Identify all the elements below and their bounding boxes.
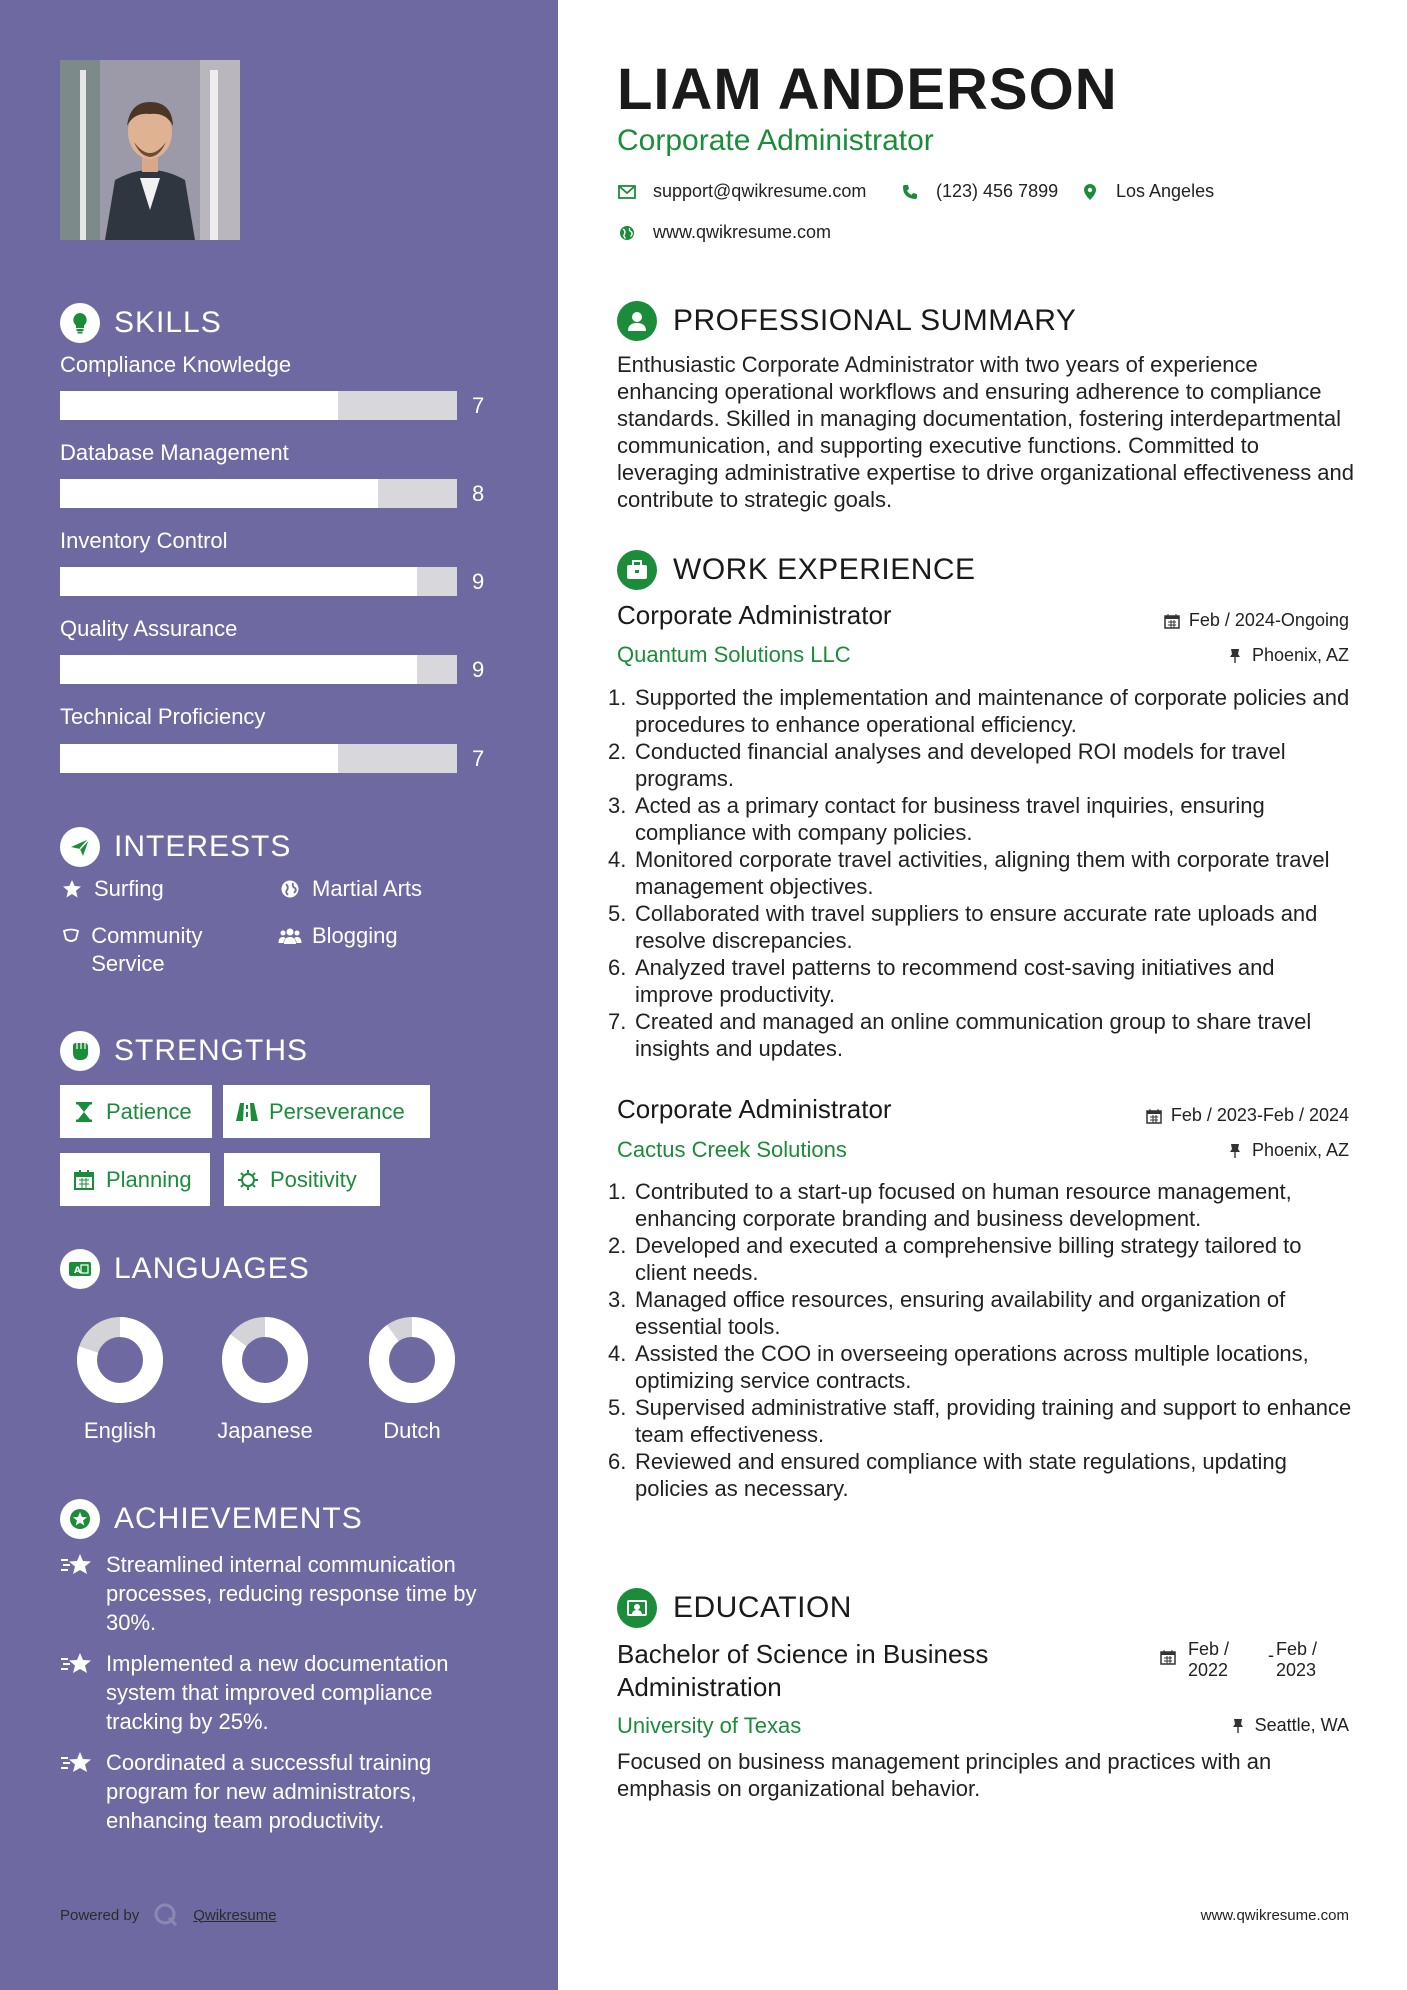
strength-badge [60, 1085, 212, 1138]
profile-photo [60, 60, 240, 240]
skill-name: Inventory Control [60, 528, 228, 553]
qwikresume-link[interactable]: Qwikresume [193, 1906, 277, 1924]
skill-value: 7 [472, 746, 485, 771]
calendar-icon [1163, 612, 1181, 630]
bullet-item: 6. Reviewed and ensured compliance with state regulations, updating policies as necessary. [608, 1448, 1358, 1502]
award-star-icon [60, 1499, 100, 1539]
interests-heading [60, 826, 291, 868]
summary-text: Enthusiastic Corporate Administrator with two years of experience enhancing operational workflows and ensuring adherence to compliance standards. Skilled in managing documentation, fostering interdepartmental communication, and supporting executive functions. Committed to leveraging administrative expertise to drive organizational effectiveness and contribute to strategic goals. [617, 352, 1355, 512]
contact-phone[interactable] [900, 181, 1058, 202]
pushpin-icon [1226, 1142, 1244, 1160]
interest-item [278, 875, 422, 903]
user-icon [617, 301, 657, 341]
bullet-text: Supervised administrative staff, providing training and support to enhance team effectiveness. [635, 1395, 1352, 1447]
bullet-item: 3. Acted as a primary contact for business travel inquiries, ensuring compliance with company policies. [608, 792, 1358, 846]
bullet-item: 1. Contributed to a start-up focused on human resource management, enhancing corporate branding and business development. [608, 1178, 1358, 1232]
bullet-text: Analyzed travel patterns to recommend cost-saving initiatives and improve productivity. [635, 955, 1275, 1007]
language-label: Dutch [383, 1418, 441, 1443]
shooting-star-icon [60, 1748, 94, 1778]
globe-icon [617, 223, 637, 243]
contact-email[interactable] [617, 181, 866, 202]
sun-icon [236, 1168, 260, 1192]
candidate-role: Corporate Administrator [617, 124, 934, 157]
qwikresume-logo-icon [153, 1902, 179, 1928]
education-heading [617, 1587, 852, 1629]
section-title: STRENGTHS [114, 1034, 309, 1067]
education-dates [1160, 1639, 1326, 1681]
skill-fill [60, 479, 378, 508]
achievement-item [60, 1748, 500, 1835]
pushpin-icon [1229, 1717, 1247, 1735]
job-bullets [608, 684, 1358, 1062]
strength-badge [224, 1153, 380, 1206]
interest-label: Community Service [91, 923, 203, 976]
job-dates-text: Feb / 2023-Feb / 2024 [1170, 1105, 1349, 1125]
bullet-text: Reviewed and ensured compliance with state regulations, updating policies as necessary. [635, 1449, 1287, 1501]
skill-name: Compliance Knowledge [60, 352, 292, 377]
skill-name: Technical Proficiency [60, 704, 266, 729]
section-title: PROFESSIONAL SUMMARY [673, 304, 1077, 337]
calendar-icon [1160, 1649, 1178, 1667]
job-dates [1163, 610, 1349, 631]
skill-value: 8 [472, 481, 485, 506]
bullet-text: Developed and executed a comprehensive billing strategy tailored to client needs. [635, 1233, 1302, 1285]
language-ring-fill [379, 1327, 445, 1393]
fist-icon [60, 1031, 100, 1071]
bullet-text: Supported the implementation and maintenance of corporate policies and procedures to enhance operational efficiency. [635, 685, 1350, 737]
skill-value: 9 [472, 569, 485, 594]
bullet-item: 2. Developed and executed a comprehensive billing strategy tailored to client needs. [608, 1232, 1358, 1286]
graduation-icon [617, 1588, 657, 1628]
interest-label: Blogging [312, 923, 398, 948]
date-separator: - [1268, 1645, 1274, 1665]
paper-plane-icon [60, 827, 100, 867]
road-icon [235, 1100, 259, 1124]
work-heading [617, 549, 976, 591]
calendar-icon [1145, 1107, 1163, 1125]
skill-bar [60, 567, 457, 596]
bullet-item: 4. Monitored corporate travel activities, aligning them with corporate travel management objectives. [608, 846, 1358, 900]
phone-text: (123) 456 7899 [936, 181, 1059, 201]
language-item [60, 1316, 180, 1444]
phone-icon [900, 182, 920, 202]
contact-location [1080, 181, 1214, 202]
interest-item [60, 875, 164, 903]
skill-bar [60, 479, 457, 508]
job-location [1226, 1140, 1349, 1161]
bullet-item: 5. Supervised administrative staff, providing training and support to enhance team effectiveness. [608, 1394, 1358, 1448]
language-label: English [83, 1418, 157, 1443]
bullet-item: 5. Collaborated with travel suppliers to ensure accurate rate uploads and resolve discrepancies. [608, 900, 1358, 954]
bullet-text: Monitored corporate travel activities, aligning them with corporate travel management objectives. [635, 847, 1330, 899]
skill-bar [60, 655, 457, 684]
map-pin-icon [1080, 182, 1100, 202]
lightbulb-icon [60, 303, 100, 343]
education-location-text: Seattle, WA [1254, 1715, 1349, 1735]
language-ring [368, 1316, 456, 1404]
section-title: INTERESTS [114, 830, 292, 863]
job-location [1226, 645, 1349, 666]
language-ring [221, 1316, 309, 1404]
strength-label: Positivity [270, 1166, 357, 1192]
website-text: www.qwikresume.com [653, 222, 832, 242]
strengths-heading [60, 1030, 308, 1072]
job-bullets [608, 1178, 1358, 1502]
svg-text:A: A [74, 1266, 81, 1276]
skill-fill [60, 655, 417, 684]
briefcase-icon [617, 550, 657, 590]
skills-heading [60, 302, 222, 344]
section-title: EDUCATION [673, 1591, 852, 1624]
strength-badge [60, 1153, 210, 1206]
calendar-icon [72, 1168, 96, 1192]
shield-icon [60, 922, 81, 950]
bullet-text: Conducted financial analyses and developed ROI models for travel programs. [635, 739, 1286, 791]
job-location-text: Phoenix, AZ [1251, 645, 1349, 665]
job-company: Quantum Solutions LLC [617, 642, 851, 667]
interest-label: Martial Arts [312, 876, 423, 901]
pushpin-icon [1226, 647, 1244, 665]
strength-label: Patience [106, 1098, 192, 1124]
interest-label: Surfing [94, 876, 164, 901]
section-title: LANGUAGES [114, 1252, 310, 1285]
achievement-item [60, 1550, 500, 1637]
achievement-item [60, 1649, 500, 1736]
hourglass-icon [72, 1100, 96, 1124]
degree-title: Bachelor of Science in Business Administration [617, 1639, 989, 1702]
language-ring [76, 1316, 164, 1404]
achievements-heading [60, 1498, 363, 1540]
bullet-text: Acted as a primary contact for business travel inquiries, ensuring compliance with company policies. [635, 793, 1265, 845]
job-dates [1145, 1105, 1349, 1126]
bullet-text: Managed office resources, ensuring availability and organization of essential tools. [635, 1287, 1286, 1339]
skill-fill [60, 567, 417, 596]
achievement-text: Coordinated a successful training program for new administrators, enhancing team productivity. [106, 1750, 432, 1833]
skill-value: 7 [472, 393, 485, 418]
strength-label: Perseverance [269, 1098, 405, 1124]
job-dates-text: Feb / 2024-Ongoing [1188, 610, 1349, 630]
education-description: Focused on business management principles and practices with an emphasis on organizational behavior. [617, 1749, 1272, 1801]
skill-bar [60, 391, 457, 420]
bullet-item: 6. Analyzed travel patterns to recommend cost-saving initiatives and improve productivity. [608, 954, 1358, 1008]
education-location [1229, 1715, 1349, 1736]
interest-item [60, 922, 260, 978]
skill-fill [60, 744, 338, 773]
bullet-item: 7. Created and managed an online communication group to share travel insights and updates. [608, 1008, 1358, 1062]
bullet-item: 3. Managed office resources, ensuring availability and organization of essential tools. [608, 1286, 1358, 1340]
contact-website[interactable] [617, 222, 831, 243]
skill-name: Quality Assurance [60, 616, 238, 641]
candidate-name: LIAM ANDERSON [617, 57, 1118, 122]
location-text: Los Angeles [1116, 181, 1215, 201]
email-text: support@qwikresume.com [653, 181, 867, 201]
envelope-icon [617, 182, 637, 202]
shooting-star-icon [60, 1550, 94, 1580]
job-title: Corporate Administrator [617, 600, 892, 630]
school-name: University of Texas [617, 1713, 802, 1738]
bullet-item: 2. Conducted financial analyses and developed ROI models for travel programs. [608, 738, 1358, 792]
language-item [352, 1316, 472, 1444]
bullet-text: Contributed to a start-up focused on human resource management, enhancing corporate branding and business development. [635, 1179, 1292, 1231]
job-title: Corporate Administrator [617, 1094, 892, 1124]
achievement-text: Streamlined internal communication processes, reducing response time by 30%. [106, 1552, 477, 1635]
section-title: SKILLS [114, 306, 222, 339]
education-start: Feb / 2022 [1188, 1639, 1230, 1680]
section-title: ACHIEVEMENTS [114, 1502, 363, 1535]
job-location-text: Phoenix, AZ [1251, 1140, 1349, 1160]
achievement-text: Implemented a new documentation system that improved compliance tracking by 25%. [106, 1651, 449, 1734]
languages-heading [60, 1248, 310, 1290]
language-icon [60, 1249, 100, 1289]
skill-bar [60, 744, 457, 773]
job-company: Cactus Creek Solutions [617, 1137, 847, 1162]
star-icon [60, 875, 84, 903]
shooting-star-icon [60, 1649, 94, 1679]
powered-by-label: Powered by [60, 1906, 140, 1924]
summary-heading [617, 300, 1076, 342]
education-end: Feb / 2023 [1276, 1639, 1318, 1680]
language-item [205, 1316, 325, 1444]
sidebar [0, 0, 558, 1990]
bullet-text: Created and managed an online communication group to share travel insights and updates. [635, 1009, 1312, 1061]
bullet-item: 1. Supported the implementation and maintenance of corporate policies and procedures to enhance operational efficiency. [608, 684, 1358, 738]
interest-item [278, 922, 398, 950]
section-title: WORK EXPERIENCE [673, 553, 976, 586]
bullet-text: Collaborated with travel suppliers to ensure accurate rate uploads and resolve discrepancies. [635, 901, 1318, 953]
skill-name: Database Management [60, 440, 289, 465]
language-label: Japanese [217, 1418, 313, 1443]
powered-by [60, 1902, 277, 1928]
strength-label: Planning [106, 1166, 192, 1192]
skill-fill [60, 391, 338, 420]
bullet-text: Assisted the COO in overseeing operations across multiple locations, optimizing service contracts. [635, 1341, 1309, 1393]
skill-value: 9 [472, 657, 485, 682]
users-icon [278, 922, 302, 950]
footer-website-link[interactable]: www.qwikresume.com [1200, 1907, 1349, 1924]
strength-badge [223, 1085, 430, 1138]
bullet-item: 4. Assisted the COO in overseeing operations across multiple locations, optimizing service contracts. [608, 1340, 1358, 1394]
globe-icon [278, 875, 302, 903]
